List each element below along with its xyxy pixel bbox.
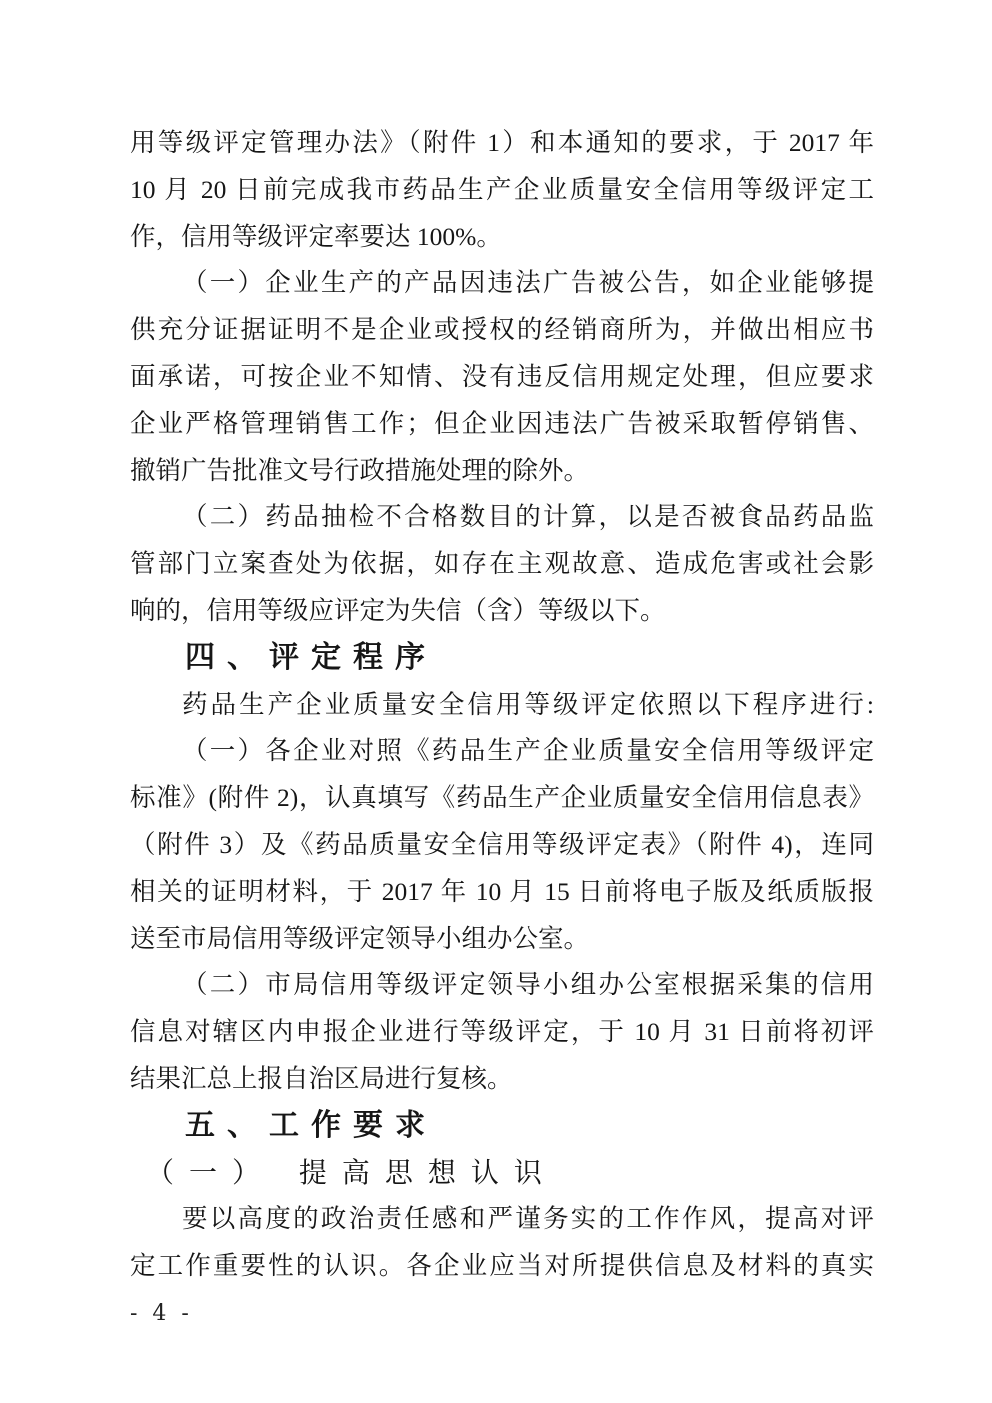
paragraph-line: 标准》(附件 2)，认真填写《药品生产企业质量安全信用信息表》 <box>130 783 874 813</box>
text-block <box>130 120 874 1290</box>
paragraph-line: （二）市局信用等级评定领导小组办公室根据采集的信用 <box>182 970 874 1000</box>
paragraph-line: 作，信用等级评定率要达 100%。 <box>130 221 502 251</box>
paragraph-line: 供充分证据证明不是企业或授权的经销商所为，并做出相应书 <box>130 315 874 345</box>
paragraph-line: 响的，信用等级应评定为失信（含）等级以下。 <box>130 595 666 625</box>
paragraph-line: （附件 3）及《药品质量安全信用等级评定表》（附件 4)，连同 <box>130 829 874 859</box>
paragraph-line: 信息对辖区内申报企业进行等级评定，于 10 月 31 日前将初评 <box>130 1017 874 1047</box>
paragraph-line: （一）企业生产的产品因违法广告被公告，如企业能够提 <box>182 268 874 298</box>
paragraph-line: 企业严格管理销售工作；但企业因违法广告被采取暂停销售、 <box>130 408 874 438</box>
paragraph-line: （二）药品抽检不合格数目的计算，以是否被食品药品监 <box>182 502 874 532</box>
section-heading: 五、工作要求 <box>185 1108 437 1142</box>
paragraph-line: 结果汇总上报自治区局进行复核。 <box>130 1063 513 1093</box>
paragraph-line: 撤销广告批准文号行政措施处理的除外。 <box>130 455 590 485</box>
paragraph-line: 定工作重要性的认识。各企业应当对所提供信息及材料的真实 <box>130 1251 874 1281</box>
page-number: - 4 - <box>130 1301 193 1326</box>
paragraph-line: 送至市局信用等级评定领导小组办公室。 <box>130 923 590 953</box>
paragraph-line: 用等级评定管理办法》（附件 1）和本通知的要求，于 2017 年 <box>130 128 874 157</box>
paragraph-line: 10 月 20 日前完成我市药品生产企业质量安全信用等级评定工 <box>130 174 874 204</box>
paragraph-line: 相关的证明材料，于 2017 年 10 月 15 日前将电子版及纸质版报 <box>130 876 874 906</box>
paragraph-line: 要以高度的政治责任感和严谨务实的工作作风，提高对评 <box>182 1204 874 1234</box>
paragraph-line: （一）各企业对照《药品生产企业质量安全信用等级评定 <box>182 736 874 766</box>
paragraph-line: 药品生产企业质量安全信用等级评定依照以下程序进行: <box>182 689 874 719</box>
paragraph-line: 面承诺，可按企业不知情、没有违反信用规定处理，但应要求 <box>130 361 874 391</box>
paragraph-line: 管部门立案查处为依据，如存在主观故意、造成危害或社会影 <box>130 549 874 579</box>
section-heading: 四、评定程序 <box>185 640 437 674</box>
subsection-heading: （一） 提高思想认识 <box>146 1155 557 1189</box>
